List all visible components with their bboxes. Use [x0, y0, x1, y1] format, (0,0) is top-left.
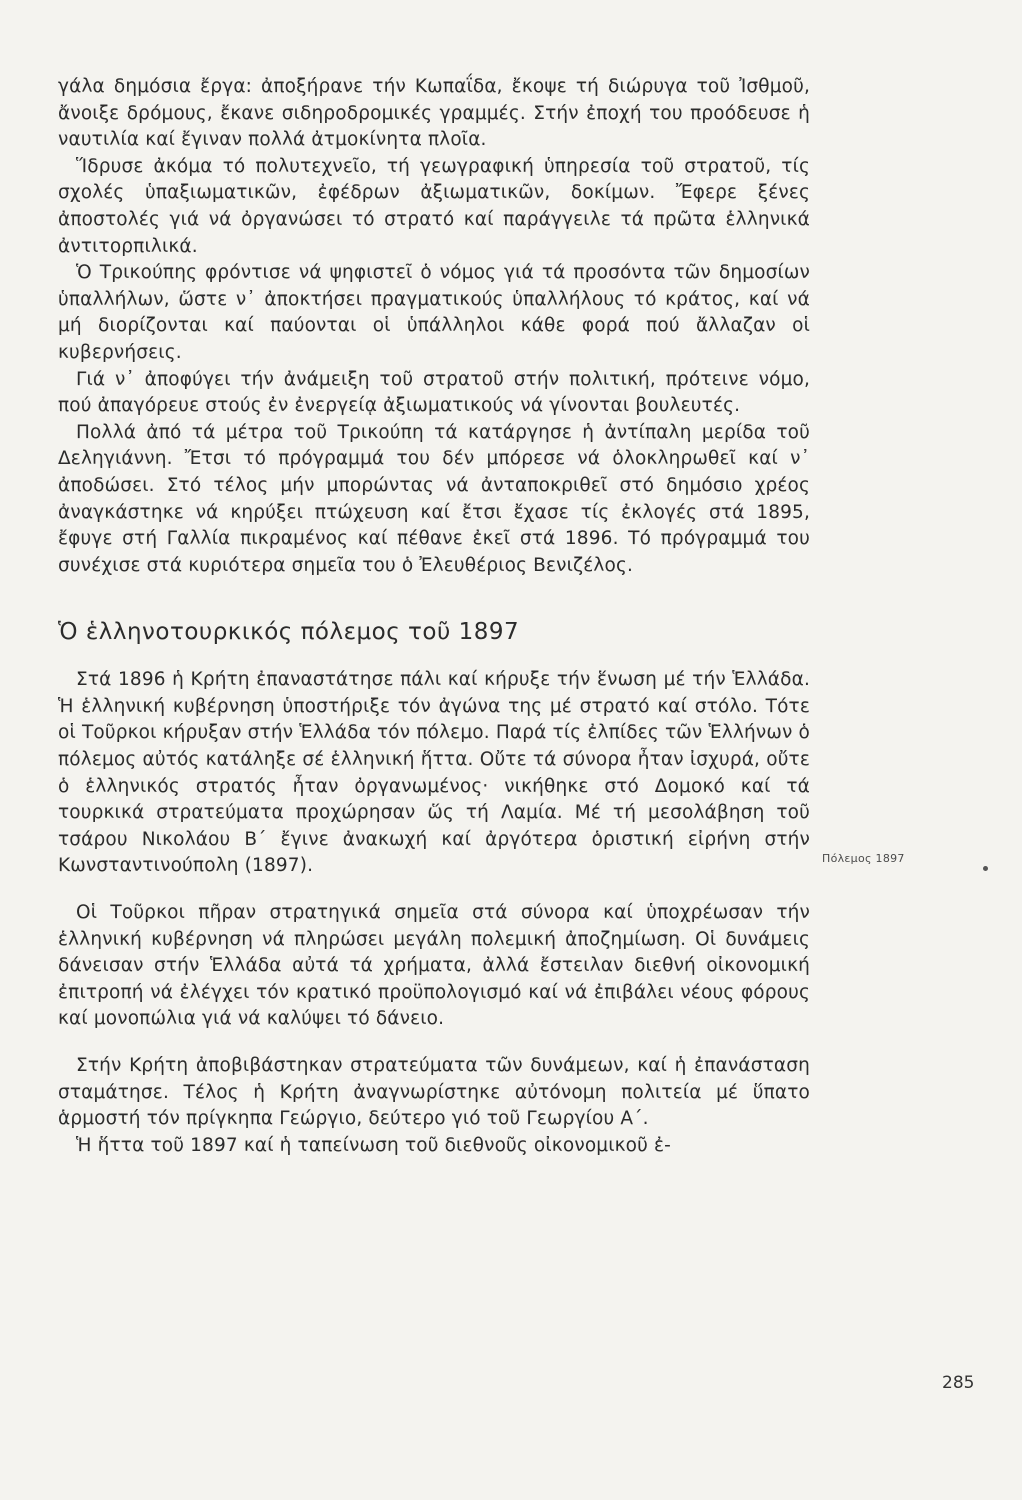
paragraph-defeat: Ἡ ἥττα τοῦ 1897 καί ἡ ταπείνωση τοῦ διεθνοῦς οἰκονομικοῦ ἐ-: [76, 1134, 671, 1156]
main-text-column: [58, 74, 810, 1159]
page-number: 285: [942, 1373, 975, 1393]
margin-mark: [983, 866, 988, 871]
paragraph-institutions: Ἵδρυσε ἀκόμα τό πολυτεχνεῖο, τή γεωγραφική ὑπηρεσία τοῦ στρατοῦ, τίς σχολές ὑπαξιωματικῶν, ἐφέδρων ἀξιωματικῶν, δοκίμων. Ἔφερε ξένες ἀποστολές γιά νά ὀργανώσει τό στρατό καί παράγγειλε τά πρῶτα ἑλληνικά ἀντιτορπιλικά.: [58, 155, 810, 257]
paragraph-trikoupis-end: Πολλά ἀπό τά μέτρα τοῦ Τρικούπη τά κατάργησε ἡ ἀντίπαλη μερίδα τοῦ Δεληγιάννη. Ἔτσι τό πρόγραμμά του δέν μπόρεσε νά ὁλοκληρωθεῖ καί ν᾽ ἀποδώσει. Στό τέλος μήν μπορώντας νά ἀνταποκριθεῖ στό δημόσιο χρέος ἀναγκάστηκε νά κηρύξει πτώχευση καί ἔτσι ἔχασε τίς ἐκλογές στά 1895, ἔφυγε στή Γαλλία πικραμένος καί πέθανε ἐκεῖ στά 1896. Τό πρόγραμμά του συνέχισε στά κυριότερα σημεῖα του ὁ Ἐλευθέριος Βενιζέλος.: [58, 421, 810, 576]
paragraph-civil-servants: Ὁ Τρικούπης φρόντισε νά ψηφιστεῖ ὁ νόμος γιά τά προσόντα τῶν δημοσίων ὑπαλλήλων, ὥστε ν᾽ ἀποκτήσει πραγματικούς ὑπαλλήλους τό κράτος, καί νά μή διορίζονται καί παύονται οἱ ὑπάλληλοι κάθε φορά πού ἄλλαζαν οἱ κυβερνήσεις.: [58, 262, 810, 363]
paragraph-compensation: Οἱ Τοῦρκοι πῆραν στρατηγικά σημεῖα στά σύνορα καί ὑποχρέωσαν τήν ἑλληνική κυβέρνηση νά πληρώσει μεγάλη πολεμική ἀποζημίωση. Οἱ δυνάμεις δάνεισαν στήν Ἑλλάδα αὐτά τά χρήματα, ἀλλά ἔστειλαν διεθνή οἰκονομική ἐπιτροπή νά ἐλέγχει τόν κρατικό προϋπολογισμό καί νά ἐπιβάλει νέους φόρους καί μονοπώλια γιά νά καλύψει τό δάνειο.: [58, 902, 810, 1030]
margin-note: Πόλεμος 1897: [822, 852, 905, 865]
section-title: Ὁ ἑλληνοτουρκικός πόλεμος τοῦ 1897: [58, 619, 520, 646]
paragraph-war-1897: Στά 1896 ἡ Κρήτη ἐπαναστάτησε πάλι καί κήρυξε τήν ἕνωση μέ τήν Ἑλλάδα. Ἡ ἑλληνική κυβέρνηση ὑποστήριξε τόν ἀγώνα της μέ στρατό καί στόλο. Τότε οἱ Τοῦρκοι κήρυξαν στήν Ἑλλάδα τόν πόλεμο. Παρά τίς ἐλπίδες τῶν Ἑλλήνων ὁ πόλεμος αὐτός κατάληξε σέ ἑλληνική ἥττα. Οὔτε τά σύνορα ἦταν ἰσχυρά, οὔτε ὁ ἑλληνικός στρατός ἦταν ὀργανωμένος· νικήθηκε στό Δομοκό καί τά τουρκικά στρατεύματα προχώρησαν ὥς τή Λαμία. Μέ τή μεσολάβηση τοῦ τσάρου Νικολάου Β΄ ἔγινε ἀνακωχή καί ἀργότερα ὁριστική εἰρήνη στήν Κωνσταντινούπολη (1897).: [58, 669, 810, 877]
paragraph-public-works: γάλα δημόσια ἔργα: ἀποξήρανε τήν Κωπαΐδα, ἔκοψε τή διώρυγα τοῦ Ἰσθμοῦ, ἄνοιξε δρόμους, ἔκανε σιδηροδρομικές γραμμές. Στήν ἐποχή του προόδευσε ἡ ναυτιλία καί ἔγιναν πολλά ἀτμοκίνητα πλοῖα.: [58, 76, 810, 151]
paragraph-crete: Στήν Κρήτη ἀποβιβάστηκαν στρατεύματα τῶν δυνάμεων, καί ἡ ἐπανάσταση σταμάτησε. Τέλος ἡ Κρήτη ἀναγνωρίστηκε αὐτόνομη πολιτεία μέ ὕπατο ἁρμοστή τόν πρίγκηπα Γεώργιο, δεύτερο γιό τοῦ Γεωργίου Α΄.: [58, 1055, 810, 1130]
paragraph-army-politics: Γιά ν᾽ ἀποφύγει τήν ἀνάμειξη τοῦ στρατοῦ στήν πολιτική, πρότεινε νόμο, πού ἀπαγόρευε στούς ἐν ἐνεργείᾳ ἀξιωματικούς νά γίνονται βουλευτές.: [58, 368, 810, 417]
